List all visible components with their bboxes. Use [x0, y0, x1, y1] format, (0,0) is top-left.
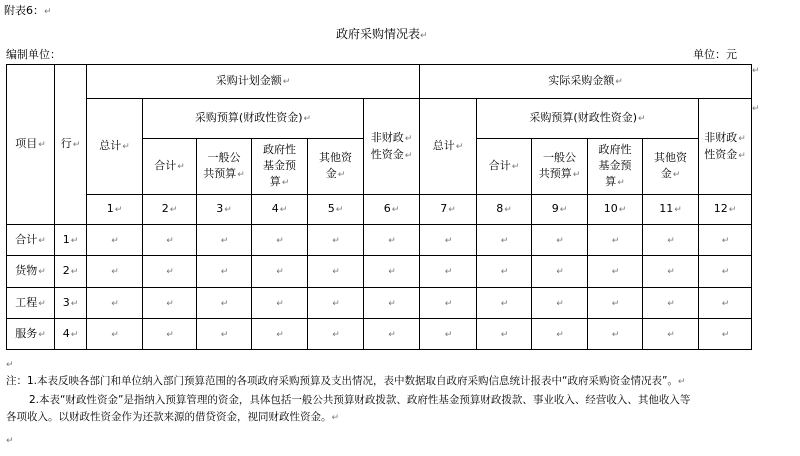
row-label: 服务↵: [7, 319, 55, 350]
table-cell[interactable]: ↵: [308, 256, 364, 288]
header-plan-other-funds: 其他资 金↵: [308, 139, 364, 195]
table-cell[interactable]: ↵: [532, 288, 588, 319]
table-cell[interactable]: ↵: [252, 288, 308, 319]
table-cell[interactable]: ↵: [477, 319, 532, 350]
table-cell[interactable]: ↵: [143, 319, 197, 350]
column-number: 4↵: [252, 195, 308, 225]
row-line-number: 2↵: [55, 256, 87, 288]
header-row-number: 行↵: [55, 65, 87, 225]
table-cell[interactable]: ↵: [420, 319, 477, 350]
currency-unit-label: 单位：元: [693, 48, 737, 61]
table-cell[interactable]: ↵: [588, 288, 643, 319]
table-cell[interactable]: ↵: [252, 256, 308, 288]
row-line-number: 1↵: [55, 225, 87, 256]
table-row: [7, 256, 752, 288]
column-number: 6↵: [364, 195, 420, 225]
table-row: [7, 288, 752, 319]
page-title-text: 政府采购情况表: [336, 27, 421, 41]
table-cell[interactable]: ↵: [197, 225, 252, 256]
table-cell[interactable]: ↵: [364, 256, 420, 288]
column-number: 1↵: [87, 195, 143, 225]
table-cell[interactable]: ↵: [308, 225, 364, 256]
row-line-number: 4↵: [55, 319, 87, 350]
table-cell[interactable]: ↵: [308, 319, 364, 350]
paragraph-mark-icon: ↵: [6, 436, 14, 446]
note-2-line-2-text: 各项收入。以财政性资金作为还款来源的借贷资金，视同财政性资金。: [6, 411, 332, 423]
table-cell[interactable]: ↵: [699, 288, 752, 319]
table-cell[interactable]: ↵: [87, 256, 143, 288]
column-number: 10↵: [588, 195, 643, 225]
table-cell[interactable]: ↵: [197, 256, 252, 288]
paragraph-mark-icon: ↵: [752, 66, 760, 76]
row-label: 合计↵: [7, 225, 55, 256]
table-row: [7, 319, 752, 350]
note-2-line-1: 2.本表“财政性资金”是指纳入预算管理的资金，具体包括一般公共预算财政拨款、政府性基金预算财政拨款、事业收入、经营收入、其他收入等: [29, 394, 691, 406]
row-label: 货物↵: [7, 256, 55, 288]
page-title: [336, 25, 428, 42]
note-1: 注：1.本表反映各部门和单位纳入部门预算范围的各项政府采购预算及支出情况，表中数据取自政府采购信息统计报表中“政府采购资金情况表”。↵: [6, 375, 686, 387]
table-cell[interactable]: ↵: [643, 256, 699, 288]
table-cell[interactable]: ↵: [643, 225, 699, 256]
column-number: 5↵: [308, 195, 364, 225]
column-number: 8↵: [477, 195, 532, 225]
header-actual-other-funds: 其他资 金↵: [643, 139, 699, 195]
table-cell[interactable]: ↵: [477, 256, 532, 288]
table-cell[interactable]: ↵: [364, 225, 420, 256]
table-cell[interactable]: ↵: [588, 225, 643, 256]
header-plan-group: 采购计划金额↵: [87, 65, 420, 99]
table-cell[interactable]: ↵: [308, 288, 364, 319]
procurement-table: [6, 64, 752, 350]
table-cell[interactable]: ↵: [143, 288, 197, 319]
table-cell[interactable]: ↵: [588, 256, 643, 288]
header-actual-non-fiscal: 非财政↵ 性资金↵: [699, 99, 752, 195]
table-cell[interactable]: ↵: [197, 319, 252, 350]
column-number: 12↵: [699, 195, 752, 225]
table-cell[interactable]: ↵: [477, 225, 532, 256]
table-row: [7, 225, 752, 256]
table-cell[interactable]: ↵: [699, 319, 752, 350]
table-cell[interactable]: ↵: [364, 288, 420, 319]
header-plan-non-fiscal: 非财政↵ 性资金↵: [364, 99, 420, 195]
header-plan-budget-group: 采购预算(财政性资金)↵: [143, 99, 364, 139]
header-actual-budget-group: 采购预算(财政性资金)↵: [477, 99, 699, 139]
table-cell[interactable]: ↵: [364, 319, 420, 350]
table-cell[interactable]: ↵: [143, 225, 197, 256]
appendix-label-text: 附表6：: [4, 4, 44, 17]
header-actual-gov-fund: 政府性 基金预 算↵: [588, 139, 643, 195]
table-cell[interactable]: ↵: [420, 225, 477, 256]
row-label: 工程↵: [7, 288, 55, 319]
table-cell[interactable]: ↵: [643, 319, 699, 350]
header-plan-subtotal: 合计↵: [143, 139, 197, 195]
table-cell[interactable]: ↵: [532, 319, 588, 350]
column-number: 9↵: [532, 195, 588, 225]
table-cell[interactable]: ↵: [87, 319, 143, 350]
note-1-text: 注：1.本表反映各部门和单位纳入部门预算范围的各项政府采购预算及支出情况，表中数据取自政府采购信息统计报表中“政府采购资金情况表”。: [6, 375, 678, 387]
table-cell[interactable]: ↵: [420, 256, 477, 288]
table-cell[interactable]: ↵: [87, 288, 143, 319]
note-2-line-2: 各项收入。以财政性资金作为还款来源的借贷资金，视同财政性资金。↵: [6, 411, 340, 423]
table-cell[interactable]: ↵: [252, 225, 308, 256]
header-actual-group: 实际采购金额↵: [420, 65, 752, 99]
header-actual-total: 总计↵: [420, 99, 477, 195]
appendix-label: [4, 2, 52, 18]
table-cell[interactable]: ↵: [252, 319, 308, 350]
table-cell[interactable]: ↵: [699, 225, 752, 256]
table-cell[interactable]: ↵: [87, 225, 143, 256]
paragraph-mark-icon: ↵: [752, 104, 760, 114]
table-cell[interactable]: ↵: [143, 256, 197, 288]
header-plan-gov-fund: 政府性 基金预 算↵: [252, 139, 308, 195]
table-cell[interactable]: ↵: [477, 288, 532, 319]
column-number: 3↵: [197, 195, 252, 225]
table-cell[interactable]: ↵: [643, 288, 699, 319]
header-item: 项目↵: [7, 65, 55, 225]
header-actual-subtotal: 合计↵: [477, 139, 532, 195]
paragraph-mark-icon: ↵: [44, 7, 52, 17]
table-cell[interactable]: ↵: [532, 225, 588, 256]
table-cell[interactable]: ↵: [197, 288, 252, 319]
column-number: 11↵: [643, 195, 699, 225]
paragraph-mark-icon: ↵: [6, 360, 14, 370]
table-cell[interactable]: ↵: [532, 256, 588, 288]
table-cell[interactable]: ↵: [588, 319, 643, 350]
compiling-unit-label: 编制单位：: [6, 48, 61, 61]
column-number: 7↵: [420, 195, 477, 225]
table-cell[interactable]: ↵: [420, 288, 477, 319]
header-plan-general-budget: 一般公 共预算↵: [197, 139, 252, 195]
table-cell[interactable]: ↵: [699, 256, 752, 288]
row-line-number: 3↵: [55, 288, 87, 319]
column-number: 2↵: [143, 195, 197, 225]
header-actual-general-budget: 一般公 共预算↵: [532, 139, 588, 195]
header-plan-total: 总计↵: [87, 99, 143, 195]
column-number-row: [7, 195, 752, 225]
paragraph-mark-icon: ↵: [420, 31, 428, 41]
